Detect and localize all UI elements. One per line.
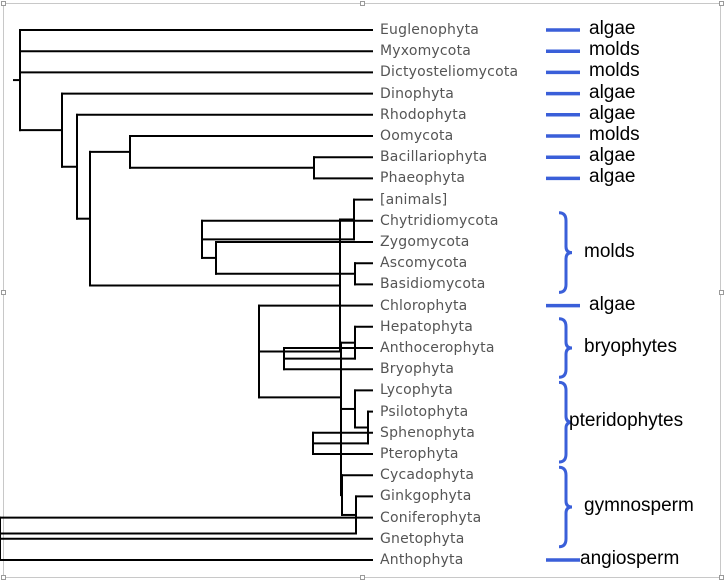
- annotation-brace: [559, 213, 572, 293]
- group-label: pteridophytes: [569, 410, 684, 432]
- taxon-label: Coniferophyta: [380, 509, 482, 526]
- taxon-label: [animals]: [380, 191, 448, 208]
- taxon-label: Pterophyta: [380, 446, 459, 462]
- taxon-label: Bacillariophyta: [380, 149, 488, 166]
- taxon-label: Dictyosteliomycota: [380, 64, 519, 81]
- taxon-label: Lycophyta: [380, 382, 453, 399]
- taxon-label: Euglenophyta: [380, 22, 480, 38]
- group-label: algae: [589, 166, 636, 188]
- group-label: algae: [589, 102, 636, 124]
- annotation-brace: [559, 467, 572, 547]
- group-label: molds: [584, 240, 635, 262]
- taxon-label: Myxomycota: [380, 43, 472, 60]
- taxon-label: Gnetophyta: [380, 530, 465, 547]
- group-label: molds: [589, 124, 640, 145]
- taxon-label: Dinophyta: [380, 85, 455, 102]
- taxon-label: Zygomycota: [380, 234, 470, 250]
- taxon-label: Ascomycota: [380, 255, 468, 272]
- group-label: bryophytes: [584, 336, 677, 357]
- taxon-label: Cycadophyta: [380, 467, 475, 484]
- taxon-label: Anthophyta: [380, 552, 464, 568]
- group-label: algae: [589, 145, 636, 167]
- group-label: gymnosperm: [584, 495, 694, 516]
- taxon-label: Chytridiomycota: [380, 212, 499, 229]
- annotation-brace: [559, 319, 572, 377]
- group-label: algae: [589, 81, 636, 103]
- taxon-label: Oomycota: [380, 128, 454, 144]
- taxon-label: Psilotophyta: [380, 403, 469, 420]
- group-label: algae: [589, 293, 636, 315]
- group-label: molds: [589, 39, 640, 61]
- taxon-label: Anthocerophyta: [380, 340, 495, 356]
- taxon-label: Bryophyta: [380, 361, 455, 378]
- taxon-label: Hepatophyta: [380, 318, 473, 335]
- group-label: angiosperm: [580, 548, 680, 569]
- taxon-label: Basidiomycota: [380, 276, 486, 293]
- taxon-label: Ginkgophyta: [380, 488, 472, 505]
- group-label: molds: [589, 60, 640, 82]
- taxon-label: Chlorophyta: [380, 297, 468, 314]
- taxon-label: Sphenophyta: [380, 424, 476, 441]
- taxon-label: Phaeophyta: [380, 170, 466, 187]
- group-label: algae: [589, 18, 636, 39]
- taxon-label: Rhodophyta: [380, 106, 467, 123]
